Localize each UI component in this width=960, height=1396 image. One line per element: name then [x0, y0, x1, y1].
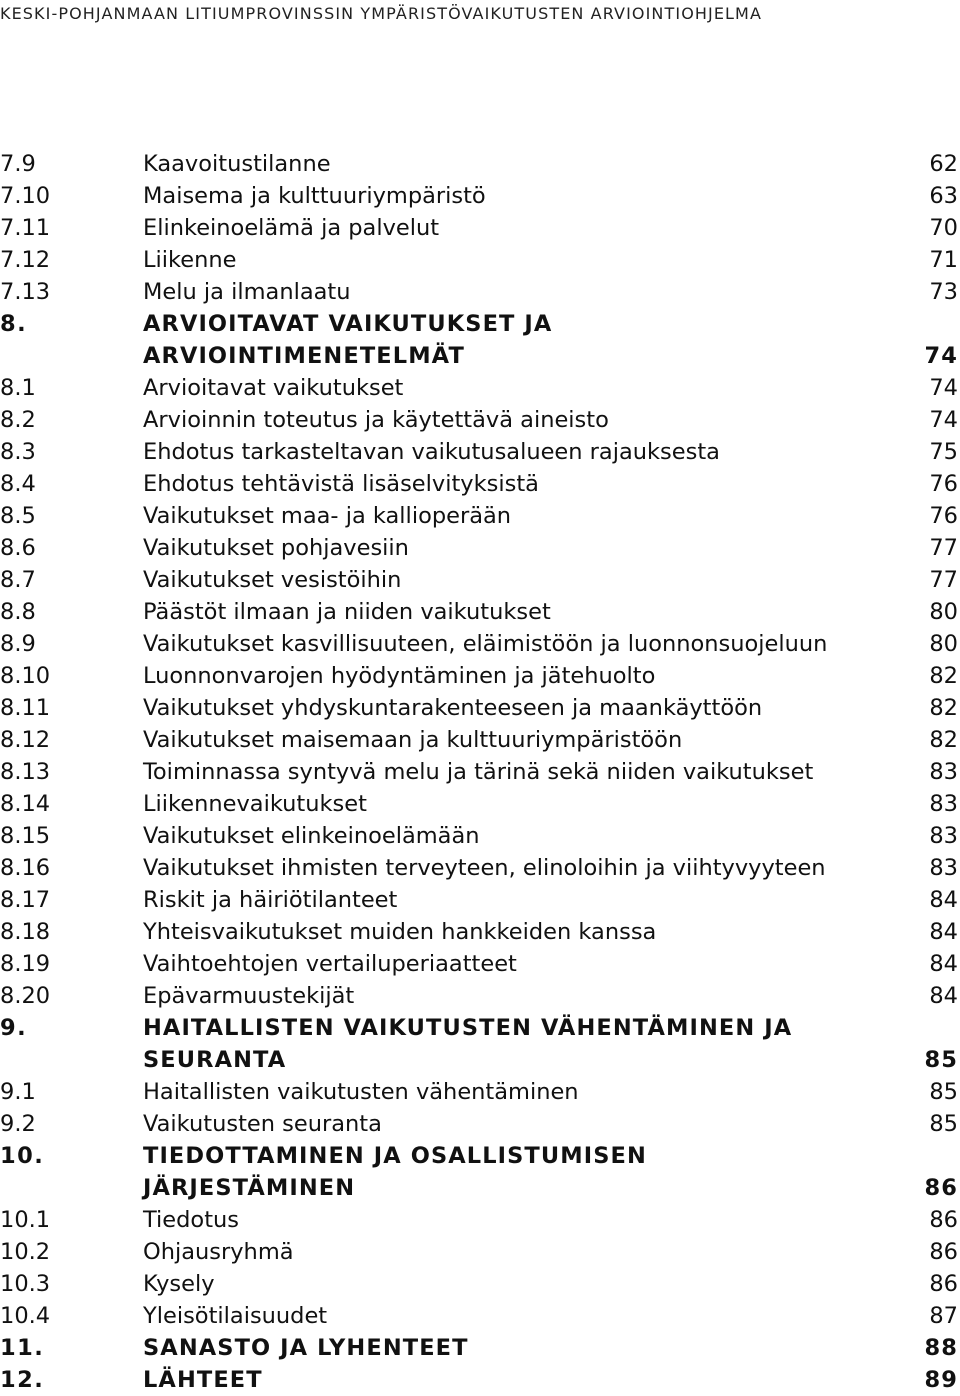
- toc-entry-page-number: 84: [929, 951, 958, 977]
- toc-entry-number: 8.10: [0, 663, 51, 689]
- toc-entry-number: 8.13: [0, 759, 51, 785]
- toc-chapter-entry[interactable]: [0, 1140, 960, 1204]
- toc-entry-number: 8.4: [0, 471, 36, 497]
- toc-entry-number: 8.16: [0, 855, 51, 881]
- toc-entry-page-number: 77: [929, 535, 958, 561]
- toc-entry-title-line: Ehdotus tarkasteltavan vaikutusalueen rajauksesta: [143, 439, 720, 465]
- toc-entry-title: [143, 916, 656, 948]
- toc-entry-title-line: Toiminnassa syntyvä melu ja tärinä sekä niiden vaikutukset: [143, 759, 814, 785]
- toc-entry-page-number: 87: [929, 1303, 958, 1329]
- toc-entry-number: 8.5: [0, 503, 36, 529]
- toc-entry-title-line: Vaikutukset maa- ja kallioperään: [143, 503, 512, 529]
- toc-entry-title-line: LÄHTEET: [143, 1367, 263, 1393]
- toc-entry-title: [143, 724, 682, 756]
- toc-entry-number: 7.11: [0, 215, 51, 241]
- toc-entry-title-line: Vaikutukset vesistöihin: [143, 567, 402, 593]
- toc-entry-page-number: 84: [929, 887, 958, 913]
- toc-entry-number: 8.12: [0, 727, 51, 753]
- toc-entry-title-line: Vaikutukset kasvillisuuteen, eläimistöön ja luonnonsuojeluun: [143, 631, 828, 657]
- toc-entry[interactable]: [0, 1236, 960, 1268]
- toc-entry-title: [143, 244, 236, 276]
- toc-entry[interactable]: [0, 404, 960, 436]
- toc-entry[interactable]: [0, 948, 960, 980]
- toc-entry-title: [143, 276, 351, 308]
- toc-entry-title: [143, 1268, 215, 1300]
- toc-entry-page-number: 74: [924, 343, 958, 369]
- toc-entry-title-line: Riskit ja häiriötilanteet: [143, 887, 398, 913]
- toc-entry[interactable]: [0, 500, 960, 532]
- toc-entry[interactable]: [0, 148, 960, 180]
- toc-entry-number: 8.11: [0, 695, 51, 721]
- toc-entry-number: 9.2: [0, 1111, 36, 1137]
- toc-entry-title: [143, 1204, 239, 1236]
- toc-entry[interactable]: [0, 660, 960, 692]
- toc-entry-title: [143, 884, 397, 916]
- toc-entry-title-line: Arvioitavat vaikutukset: [143, 375, 404, 401]
- toc-entry-page-number: 86: [929, 1239, 958, 1265]
- toc-entry[interactable]: [0, 852, 960, 884]
- toc-entry-page-number: 83: [929, 823, 958, 849]
- toc-entry-page-number: 71: [929, 247, 958, 273]
- toc-entry-title: [143, 1300, 327, 1332]
- toc-entry-title-line: Ohjausryhmä: [143, 1239, 294, 1265]
- toc-entry-title-line: Vaikutukset ihmisten terveyteen, elinoloihin ja viihtyvyyteen: [143, 855, 826, 881]
- toc-entry-title: [143, 628, 827, 660]
- toc-entry-number: 11.: [0, 1335, 45, 1361]
- toc-entry-title-line: Luonnonvarojen hyödyntäminen ja jätehuolto: [143, 663, 656, 689]
- toc-entry-number: 7.12: [0, 247, 51, 273]
- toc-entry-title-line: Kaavoitustilanne: [143, 151, 331, 177]
- toc-entry-number: 8.15: [0, 823, 51, 849]
- toc-entry-title-line: JÄRJESTÄMINEN: [143, 1175, 356, 1201]
- toc-entry-number: 8.19: [0, 951, 51, 977]
- toc-entry-page-number: 82: [929, 727, 958, 753]
- toc-entry[interactable]: [0, 1268, 960, 1300]
- toc-entry-title: [143, 692, 762, 724]
- toc-entry-number: 8.8: [0, 599, 36, 625]
- toc-entry-title-line: HAITALLISTEN VAIKUTUSTEN VÄHENTÄMINEN JA: [143, 1015, 793, 1041]
- toc-entry-number: 9.: [0, 1015, 28, 1041]
- toc-entry[interactable]: [0, 436, 960, 468]
- toc-entry-number: 7.13: [0, 279, 51, 305]
- toc-entry[interactable]: [0, 564, 960, 596]
- toc-entry-page-number: 76: [929, 471, 958, 497]
- toc-entry-title: [143, 788, 367, 820]
- toc-entry-page-number: 83: [929, 791, 958, 817]
- toc-entry-page-number: 75: [929, 439, 958, 465]
- toc-entry[interactable]: [0, 596, 960, 628]
- toc-entry-number: 8.1: [0, 375, 36, 401]
- toc-entry[interactable]: [0, 628, 960, 660]
- toc-entry-number: 10.4: [0, 1303, 51, 1329]
- toc-entry-number: 8.2: [0, 407, 36, 433]
- toc-entry[interactable]: [0, 788, 960, 820]
- toc-entry-title-line: Tiedotus: [143, 1207, 239, 1233]
- toc-entry-page-number: 82: [929, 663, 958, 689]
- toc-entry-number: 8.: [0, 311, 28, 337]
- toc-entry-number: 8.14: [0, 791, 51, 817]
- document-header: KESKI-POHJANMAAN LITIUMPROVINSSIN YMPÄRISTÖVAIKUTUSTEN ARVIOINTIOHJELMA: [0, 4, 763, 23]
- toc-entry-title: [143, 1140, 647, 1204]
- toc-entry-page-number: 86: [924, 1175, 958, 1201]
- toc-entry-page-number: 62: [929, 151, 958, 177]
- toc-entry[interactable]: [0, 916, 960, 948]
- toc-entry-page-number: 82: [929, 695, 958, 721]
- toc-entry-page-number: 83: [929, 855, 958, 881]
- toc-entry-page-number: 70: [929, 215, 958, 241]
- toc-entry-title-line: SEURANTA: [143, 1047, 287, 1073]
- toc-entry-title: [143, 468, 539, 500]
- toc-entry-page-number: 80: [929, 631, 958, 657]
- toc-entry-title-line: Maisema ja kulttuuriympäristö: [143, 183, 486, 209]
- toc-entry-title: [143, 1012, 792, 1076]
- toc-entry-title-line: ARVIOITAVAT VAIKUTUKSET JA: [143, 311, 553, 337]
- toc-entry-page-number: 80: [929, 599, 958, 625]
- toc-entry-title-line: Yhteisvaikutukset muiden hankkeiden kanssa: [143, 919, 657, 945]
- toc-entry-title-line: Liikennevaikutukset: [143, 791, 367, 817]
- toc-chapter-entry[interactable]: [0, 1012, 960, 1076]
- toc-entry[interactable]: [0, 180, 960, 212]
- toc-entry[interactable]: [0, 1108, 960, 1140]
- toc-entry-title-line: Kysely: [143, 1271, 215, 1297]
- toc-entry[interactable]: [0, 820, 960, 852]
- toc-entry[interactable]: [0, 692, 960, 724]
- toc-entry[interactable]: [0, 724, 960, 756]
- toc-entry[interactable]: [0, 276, 960, 308]
- toc-entry-title-line: Ehdotus tehtävistä lisäselvityksistä: [143, 471, 539, 497]
- toc-entry-page-number: 86: [929, 1271, 958, 1297]
- toc-entry-page-number: 73: [929, 279, 958, 305]
- toc-entry-page-number: 63: [929, 183, 958, 209]
- toc-entry-page-number: 74: [929, 375, 958, 401]
- toc-entry-title-line: Vaihtoehtojen vertailuperiaatteet: [143, 951, 517, 977]
- toc-entry-title: [143, 500, 511, 532]
- toc-entry-title: [143, 948, 517, 980]
- toc-chapter-entry[interactable]: [0, 1364, 960, 1396]
- toc-entry-title-line: Vaikutukset pohjavesiin: [143, 535, 409, 561]
- toc-entry-title-line: Vaikutukset elinkeinoelämään: [143, 823, 480, 849]
- toc-entry-title-line: Liikenne: [143, 247, 237, 273]
- toc-entry[interactable]: [0, 1204, 960, 1236]
- toc-entry[interactable]: [0, 1300, 960, 1332]
- toc-entry-title: [143, 404, 609, 436]
- toc-entry-page-number: 76: [929, 503, 958, 529]
- toc-entry-page-number: 84: [929, 919, 958, 945]
- toc-entry-title-line: SANASTO JA LYHENTEET: [143, 1335, 469, 1361]
- toc-entry-number: 10.3: [0, 1271, 51, 1297]
- toc-entry-number: 8.6: [0, 535, 36, 561]
- toc-entry-title-line: Päästöt ilmaan ja niiden vaikutukset: [143, 599, 551, 625]
- toc-entry-title-line: Epävarmuustekijät: [143, 983, 355, 1009]
- toc-entry-title-line: Melu ja ilmanlaatu: [143, 279, 351, 305]
- toc-entry-title-line: TIEDOTTAMINEN JA OSALLISTUMISEN: [143, 1143, 647, 1169]
- toc-entry-title: [143, 756, 813, 788]
- toc-entry-page-number: 74: [929, 407, 958, 433]
- toc-entry-page-number: 85: [929, 1079, 958, 1105]
- toc-entry-title: [143, 532, 409, 564]
- toc-entry-title-line: Arvioinnin toteutus ja käytettävä aineisto: [143, 407, 609, 433]
- toc-entry-title: [143, 852, 826, 884]
- toc-entry-title: [143, 212, 439, 244]
- toc-entry-number: 10.1: [0, 1207, 51, 1233]
- toc-entry-title: [143, 1236, 294, 1268]
- toc-entry-title-line: Vaikutukset maisemaan ja kulttuuriympäristöön: [143, 727, 683, 753]
- toc-entry-title: [143, 596, 551, 628]
- toc-entry-page-number: 77: [929, 567, 958, 593]
- toc-entry-title: [143, 820, 480, 852]
- toc-entry-title: [143, 1364, 263, 1396]
- toc-entry-title-line: Yleisötilaisuudet: [143, 1303, 328, 1329]
- toc-entry-number: 8.7: [0, 567, 36, 593]
- toc-entry-title-line: Elinkeinoelämä ja palvelut: [143, 215, 440, 241]
- table-of-contents: [0, 148, 960, 1396]
- toc-entry-page-number: 85: [924, 1047, 958, 1073]
- toc-entry[interactable]: [0, 212, 960, 244]
- toc-chapter-entry[interactable]: [0, 308, 960, 372]
- toc-entry[interactable]: [0, 884, 960, 916]
- toc-entry[interactable]: [0, 372, 960, 404]
- toc-entry-title: [143, 1076, 579, 1108]
- toc-entry-number: 10.2: [0, 1239, 51, 1265]
- toc-entry-page-number: 88: [924, 1335, 958, 1361]
- toc-entry-title: [143, 980, 354, 1012]
- toc-entry-title-line: Vaikutukset yhdyskuntarakenteeseen ja maankäyttöön: [143, 695, 763, 721]
- toc-entry-title: [143, 1332, 469, 1364]
- toc-entry-number: 7.9: [0, 151, 36, 177]
- toc-entry-title: [143, 564, 401, 596]
- toc-entry-title: [143, 372, 403, 404]
- toc-entry-page-number: 86: [929, 1207, 958, 1233]
- toc-entry-number: 10.: [0, 1143, 45, 1169]
- toc-entry-page-number: 89: [924, 1367, 958, 1393]
- toc-entry-title-line: ARVIOINTIMENETELMÄT: [143, 343, 465, 369]
- toc-entry-page-number: 83: [929, 759, 958, 785]
- toc-entry-title: [143, 436, 720, 468]
- toc-entry-page-number: 84: [929, 983, 958, 1009]
- toc-entry[interactable]: [0, 468, 960, 500]
- toc-entry-number: 9.1: [0, 1079, 36, 1105]
- toc-entry-number: 8.3: [0, 439, 36, 465]
- toc-entry-number: 12.: [0, 1367, 45, 1393]
- toc-entry-title-line: Haitallisten vaikutusten vähentäminen: [143, 1079, 579, 1105]
- toc-entry[interactable]: [0, 532, 960, 564]
- toc-entry-title: [143, 180, 486, 212]
- toc-entry[interactable]: [0, 244, 960, 276]
- toc-entry[interactable]: [0, 756, 960, 788]
- toc-entry-number: 7.10: [0, 183, 51, 209]
- toc-entry-number: 8.18: [0, 919, 51, 945]
- toc-entry-number: 8.20: [0, 983, 51, 1009]
- toc-entry-title: [143, 308, 552, 372]
- toc-entry-title: [143, 660, 655, 692]
- toc-entry[interactable]: [0, 1076, 960, 1108]
- toc-entry-title: [143, 148, 331, 180]
- toc-entry-page-number: 85: [929, 1111, 958, 1137]
- toc-entry-number: 8.9: [0, 631, 36, 657]
- toc-entry-title: [143, 1108, 382, 1140]
- toc-entry-title-line: Vaikutusten seuranta: [143, 1111, 382, 1137]
- toc-chapter-entry[interactable]: [0, 1332, 960, 1364]
- toc-entry-number: 8.17: [0, 887, 51, 913]
- toc-entry[interactable]: [0, 980, 960, 1012]
